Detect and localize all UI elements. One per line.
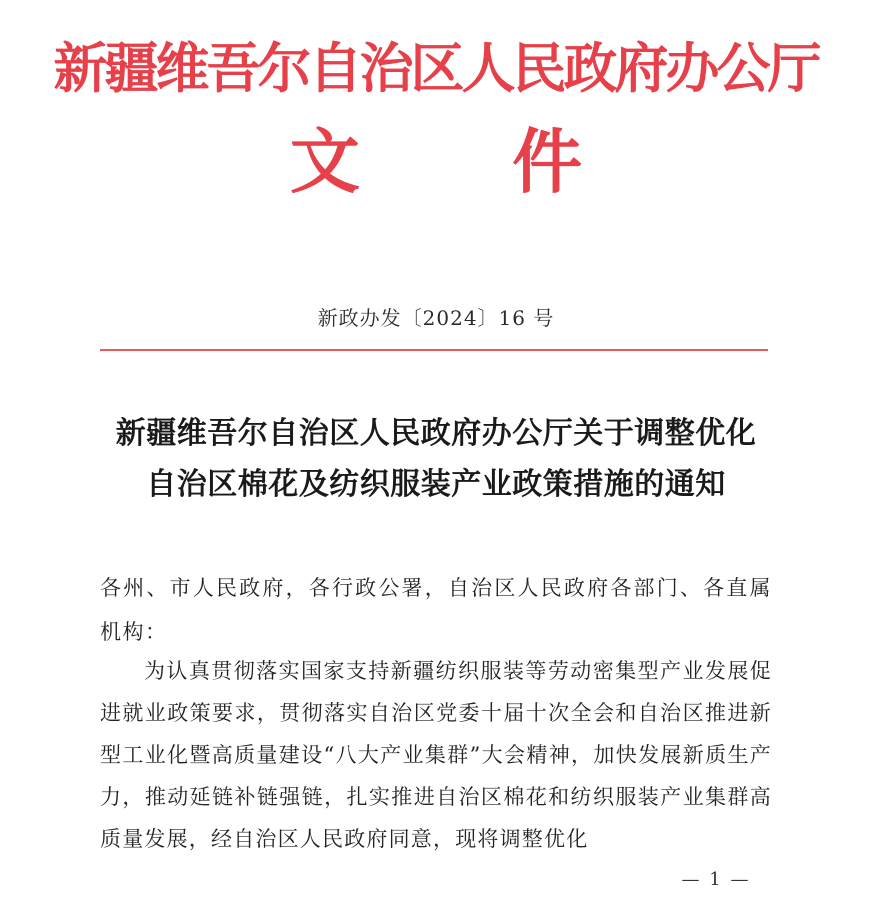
document-type-header: 文 件 [289, 120, 647, 203]
body-paragraph: 为认真贯彻落实国家支持新疆纺织服装等劳动密集型产业发展促进就业政策要求，贯彻落实自治区党委十届十次全会和自治区推进新型工业化暨高质量建设“八大产业集群”大会精神，加快发展新质生产力，推动延链补链强链，扎实推进自治区棉花和纺织服装产业集群高质量发展，经自治区人民政府同意，现将调整优化 [100, 659, 772, 851]
document-number: 新政办发〔2024〕16 号 [317, 306, 555, 330]
issuer-header: 新疆维吾尔自治区人民政府办公厅 [53, 36, 819, 100]
document-title [0, 408, 872, 510]
red-divider-line [100, 349, 768, 351]
page-number: — 1 — [681, 869, 751, 890]
addressee: 各州、市人民政府，各行政公署，自治区人民政府各部门、各直属机构： [100, 576, 772, 644]
title-line-2: 自治区棉花及纺织服装产业政策措施的通知 [146, 467, 726, 502]
title-line-1: 新疆维吾尔自治区人民政府办公厅关于调整优化 [115, 416, 757, 451]
